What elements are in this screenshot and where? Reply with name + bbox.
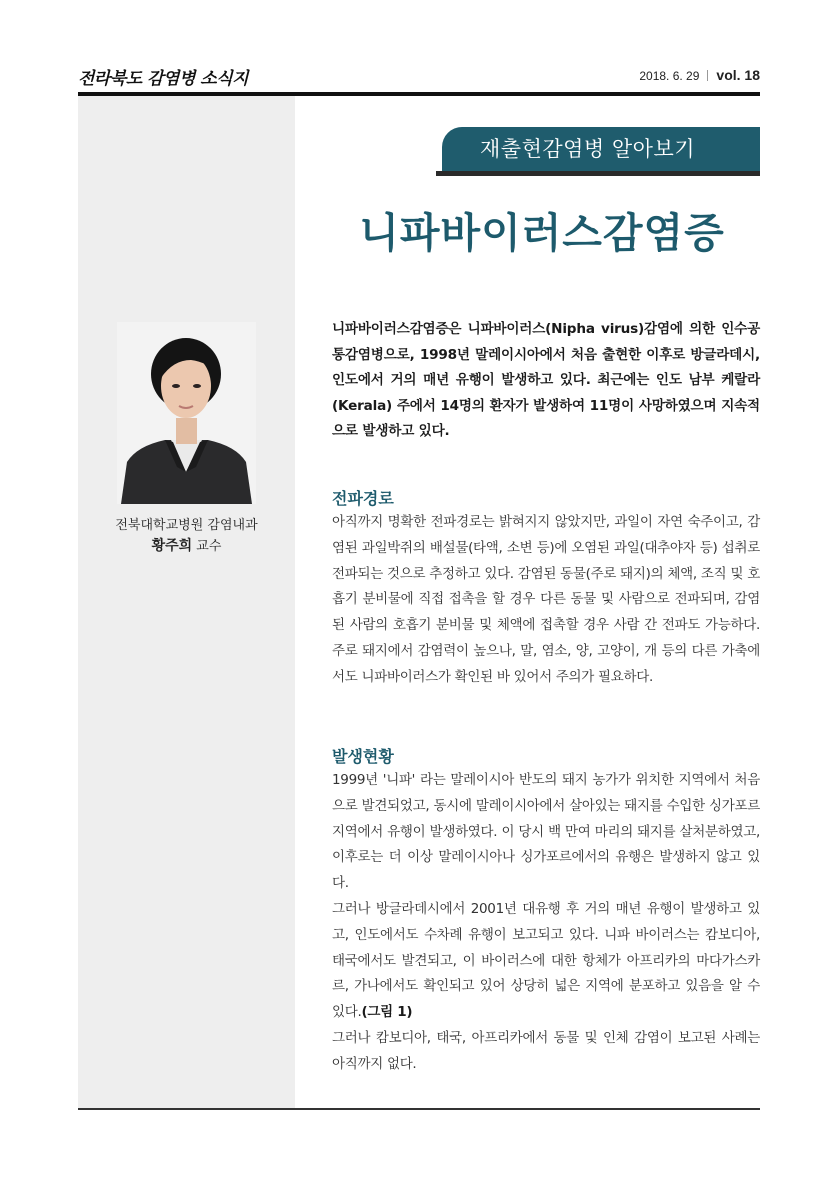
- author-affiliation: 전북대학교병원 감염내과: [115, 518, 258, 533]
- section-body-transmission: [332, 510, 760, 691]
- paragraph: 그러나 방글라데시에서 2001년 대유행 후 거의 매년 유행이 발생하고 있고, 인도에서도 수차례 유행이 보고되고 있다. 니파 바이러스는 캄보디아, 태국에서도 발견되고, 이 바이러스에 대한 항체가 아프리카의 마다가스카르, 가나에서도 확인되고 있어 상당히 넓은 지역에 분포하고 있음을 알 수 있다.: [332, 900, 760, 1021]
- paragraph: 그러나 캄보디아, 태국, 아프리카에서 동물 및 인체 감염이 보고된 사례는 아직까지 없다.: [332, 1029, 760, 1072]
- issue-info: [639, 67, 760, 83]
- author-caption: [78, 516, 295, 557]
- figure-reference: (그림 1): [361, 1004, 413, 1021]
- section-heading-occurrence: 발생현황: [332, 747, 394, 766]
- section-body-occurrence: [332, 768, 760, 1078]
- issue-date: 2018. 6. 29: [639, 69, 700, 83]
- author-name: 황주희: [151, 538, 193, 554]
- lead-paragraph: 니파바이러스감염증은 니파바이러스(Nipha virus)감염에 의한 인수공통감염병으로, 1998년 말레이시아에서 처음 출현한 이후로 방글라데시, 인도에서 거의 매년 유행이 발생하고 있다. 최근에는 인도 남부 케랄라(Kerala) 주에서 14명의 환자가 발생하여 11명이 사망하였으며 지속적으로 발생하고 있다.: [332, 321, 760, 440]
- section-label: 재출현감염병 알아보기: [442, 127, 760, 171]
- author-photo-icon: [117, 322, 256, 504]
- issue-divider: [707, 70, 708, 81]
- author-portrait: [117, 322, 256, 504]
- author-position: 교수: [196, 539, 222, 554]
- newsletter-brand: 전라북도 감염병 소식지: [78, 69, 249, 89]
- paragraph: 아직까지 명확한 전파경로는 밝혀지지 않았지만, 과일이 자연 숙주이고, 감염된 과일박쥐의 배설물(타액, 소변 등)에 오염된 과일(대추야자 등) 섭취로 전파되는 것으로 추정하고 있다. 감염된 동물(주로 돼지)의 체액, 조직 및 호흡기 분비물에 직접 접촉을 할 경우 다른 동물 및 사람으로 전파되며, 감염된 사람의 호흡기 분비물 및 체액에 접촉할 경우 사람 간 전파도 가능하다. 주로 돼지에서 감염력이 높으나, 말, 염소, 양, 고양이, 개 등의 다른 가축에서도 니파바이러스가 확인된 바 있어서 주의가 필요하다.: [332, 514, 760, 685]
- paragraph: 1999년 '니파' 라는 말레이시아 반도의 돼지 농가가 위치한 지역에서 처음으로 발견되었고, 동시에 말레이시아에서 살아있는 돼지를 수입한 싱가포르 지역에서 유행이 발생하였다. 이 당시 백 만여 마리의 돼지를 살처분하였고, 이후로는 더 이상 말레이시아나 싱가포르에서의 유행은 발생하지 않고 있다.: [332, 772, 760, 892]
- masthead: [78, 64, 760, 90]
- section-heading-transmission: 전파경로: [332, 489, 394, 508]
- bottom-rule: [78, 1108, 760, 1110]
- issue-volume: vol. 18: [716, 67, 760, 83]
- article-title: 니파바이러스감염증: [359, 209, 725, 257]
